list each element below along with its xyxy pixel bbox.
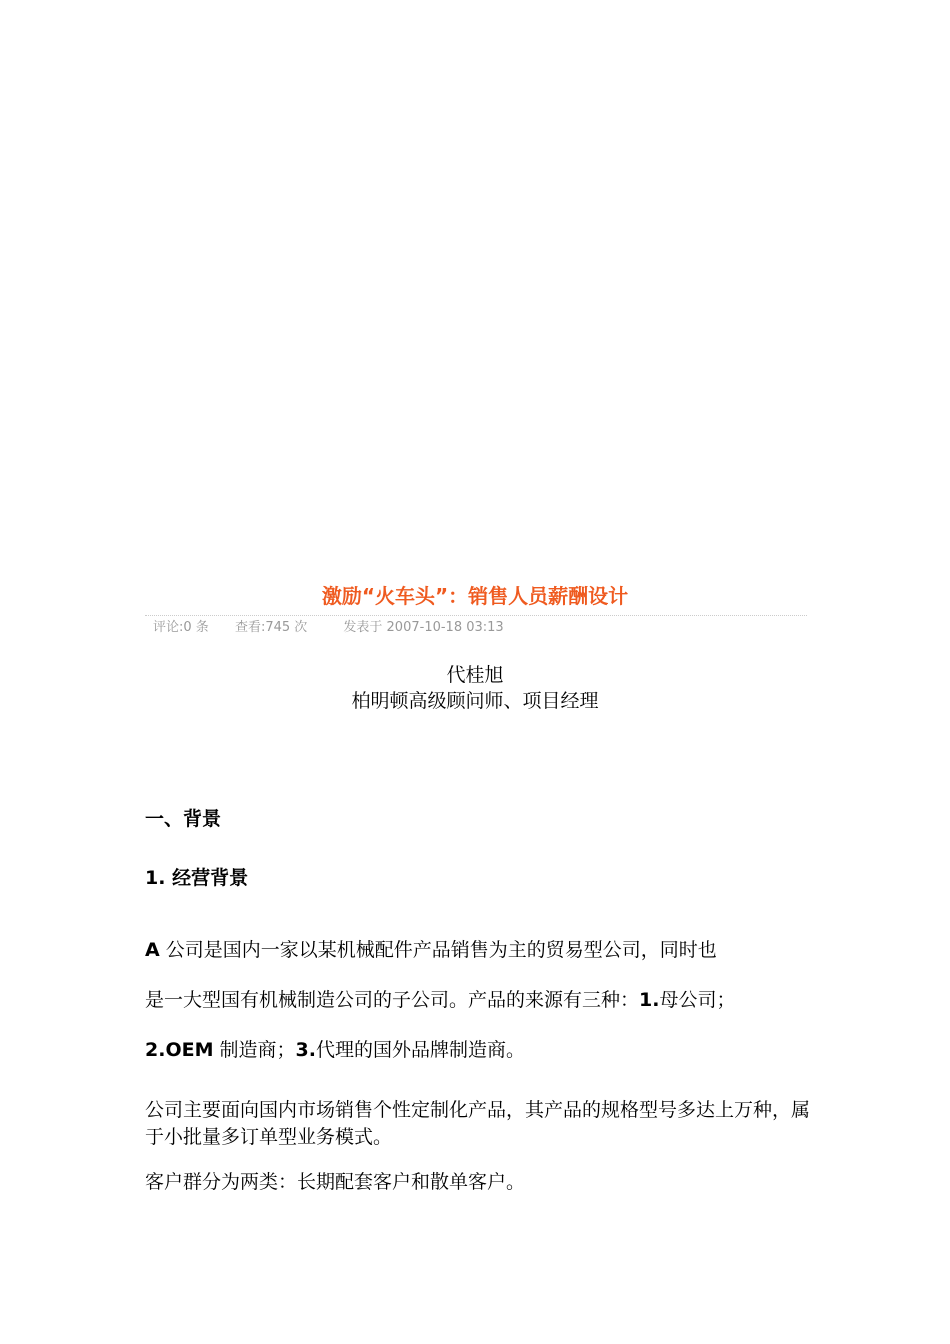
paragraph-3: 客户群分为两类：长期配套客户和散单客户。 [145,1171,526,1193]
para1-line1-text: 公司是国内一家以某机械配件产品销售为主的贸易型公司，同时也 [159,939,717,961]
article-title: 激励“火车头”：销售人员薪酬设计 [321,584,629,608]
paragraph-1-line-1 [145,937,717,963]
section-heading: 一、背景 [145,808,222,830]
source-number-1: 1. [639,989,660,1011]
source-number-2: 2.OEM [145,1039,214,1061]
subheading-number: 1 [145,867,159,889]
author-title: 柏明顿高级顾问师、项目经理 [351,690,599,712]
author-name: 代桂旭 [446,664,504,686]
article-meta [153,619,504,637]
title-divider [145,615,807,616]
paragraph-1-line-2 [145,987,735,1013]
para1-line3-text1: 制造商； [213,1039,296,1061]
post-date: 发表于 2007-10-18 03:13 [343,620,504,635]
view-count: 查看:745 次 [234,620,308,635]
para1-line2-end: 母公司； [659,989,736,1011]
author-block [0,662,950,714]
source-number-3: 3. [295,1039,316,1061]
para1-line2-text: 是一大型国有机械制造公司的子公司。产品的来源有三种： [145,989,640,1011]
company-letter: A [145,939,160,961]
subheading [145,865,248,891]
paragraph-2: 公司主要面向国内市场销售个性定制化产品，其产品的规格型号多达上万种，属于小批量多订单型业务模式。 [145,1099,811,1148]
para1-line3-text2: 代理的国外品牌制造商。 [315,1039,525,1061]
paragraph-1-line-3 [145,1037,525,1063]
comment-count: 评论:0 条 [153,620,209,635]
subheading-text: . 经营背景 [158,867,249,889]
